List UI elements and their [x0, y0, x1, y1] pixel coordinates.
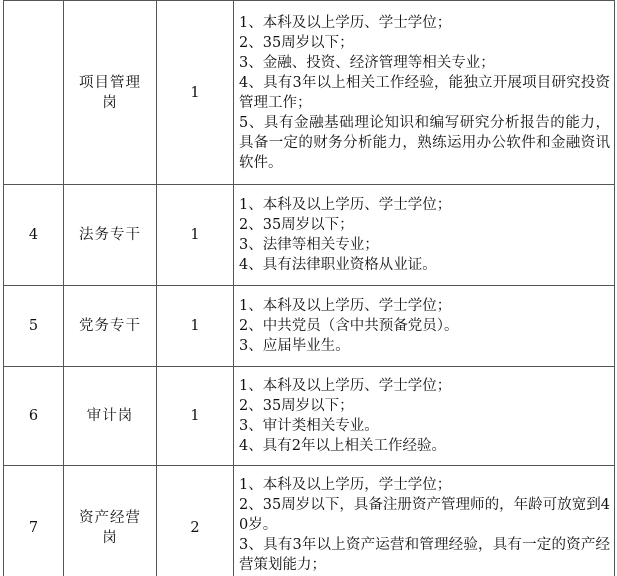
requirements-cell — [234, 466, 615, 576]
headcount-cell: 1 — [157, 1, 234, 185]
headcount-cell: 2 — [157, 466, 234, 576]
row-number-cell: 6 — [4, 367, 64, 466]
requirement-line: 1、本科及以上学历、学士学位； — [239, 378, 452, 394]
requirement-line: 5、具有金融基础理论知识和编写研究分析报告的能力，具备一定的财务分析能力，熟练运用办公软件和金融资讯软件。 — [239, 114, 610, 171]
table-row — [4, 466, 615, 576]
headcount-cell: 1 — [157, 367, 234, 466]
requirement-line: 1、本科及以上学历、学士学位； — [239, 298, 452, 314]
headcount-cell: 1 — [157, 185, 234, 286]
post-name-cell: 审计岗 — [64, 367, 157, 466]
requirements-cell — [234, 286, 615, 367]
requirements-cell — [234, 185, 615, 286]
requirements-cell — [234, 367, 615, 466]
requirement-line: 4、具有3年以上相关工作经验，能独立开展项目研究投资管理工作； — [239, 74, 610, 111]
table-row — [4, 1, 615, 185]
requirement-line: 3、审计类相关专业。 — [239, 418, 379, 434]
requirement-line: 3、法律等相关专业； — [239, 237, 379, 253]
table-row — [4, 185, 615, 286]
requirement-line: 1、本科及以上学历，学士学位； — [239, 477, 452, 493]
row-number-cell: 5 — [4, 286, 64, 367]
requirement-line: 2、35周岁以下； — [239, 398, 354, 414]
requirement-line: 2、35周岁以下； — [239, 34, 354, 51]
requirement-line: 1、本科及以上学历、学士学位； — [239, 14, 452, 31]
headcount-cell: 1 — [157, 286, 234, 367]
recruitment-table — [3, 0, 615, 576]
requirement-line: 4、具有2年以上相关工作经验。 — [239, 438, 446, 454]
post-name-cell: 法务专干 — [64, 185, 157, 286]
requirement-line: 2、中共党员（含中共预备党员）。 — [239, 318, 459, 334]
row-number-cell: 4 — [4, 185, 64, 286]
requirement-line: 2、35周岁以下； — [239, 217, 354, 233]
requirement-line: 4、具有法律职业资格从业证。 — [239, 257, 437, 273]
row-number-cell: 7 — [4, 466, 64, 576]
requirement-line: 3、应届毕业生。 — [239, 338, 350, 354]
requirement-line: 3、具有3年以上资产运营和管理经验，具有一定的资产经营策划能力； — [239, 537, 610, 573]
table-row — [4, 286, 615, 367]
table-row — [4, 367, 615, 466]
post-name-cell: 项目管理岗 — [64, 1, 157, 185]
requirement-line: 3、金融、投资、经济管理等相关专业； — [239, 54, 495, 71]
requirement-line: 1、本科及以上学历、学士学位； — [239, 197, 452, 213]
requirement-line: 2、35周岁以下，具备注册资产管理师的，年龄可放宽到40岁。 — [239, 497, 610, 533]
requirements-cell — [234, 1, 615, 185]
post-name-cell: 资产经营岗 — [64, 466, 157, 576]
post-name-cell: 党务专干 — [64, 286, 157, 367]
row-number-cell — [4, 1, 64, 185]
